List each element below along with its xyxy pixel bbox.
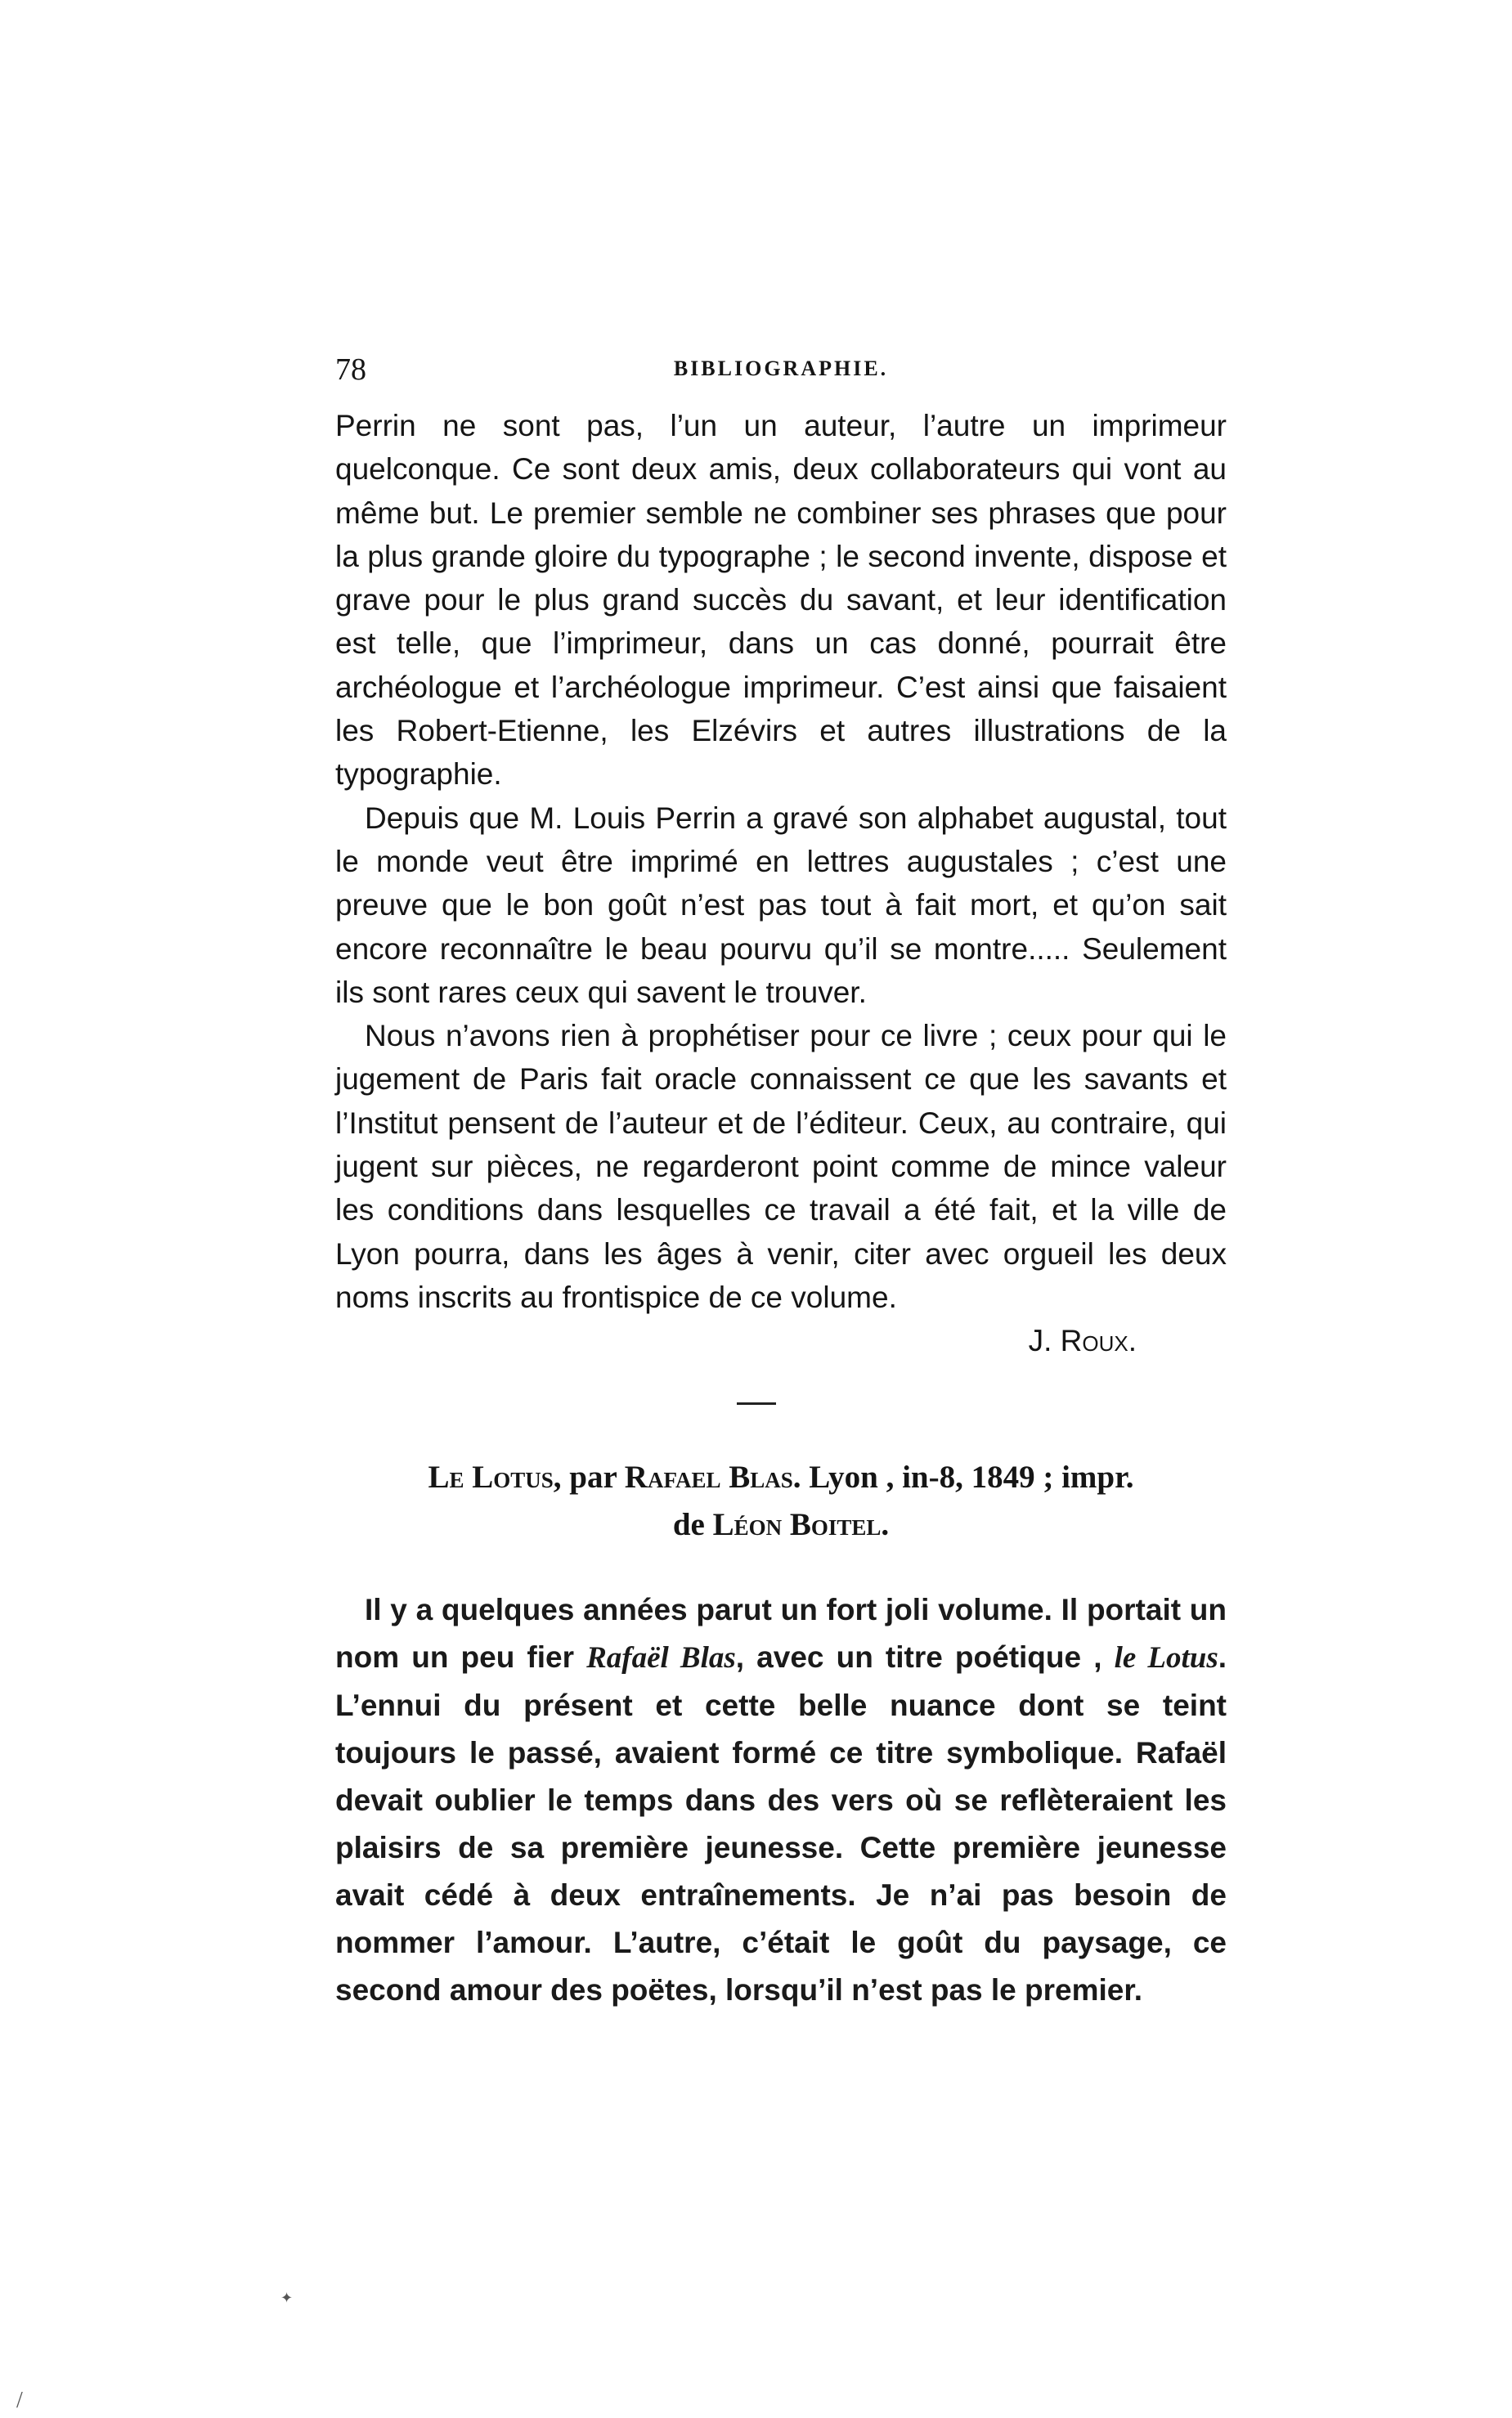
signature	[335, 1319, 1227, 1362]
book-page	[335, 352, 1227, 2014]
speck-mark: ✦	[280, 2290, 294, 2306]
heading-line-2	[335, 1501, 1227, 1549]
by-word: par	[569, 1459, 617, 1495]
book-title: Le Lotus,	[428, 1459, 562, 1495]
text-run: , avec un titre poétique ,	[735, 1640, 1102, 1674]
running-title: BIBLIOGRAPHIE.	[673, 357, 889, 380]
heading-line-1	[335, 1454, 1227, 1501]
paragraph: Nous n’avons rien à prophétiser pour ce livre ; ceux pour qui le jugement de Paris fait oracle connaissent ce que les savants et l’Institut pensent de l’auteur et de l’éditeur. Ceux, au contraire, qui jugent sur pièces, ne regarderont point comme de mince valeur les conditions dans lesquelles ce travail a été fait, et la ville de Lyon pourra, dans les âges à venir, citer avec orgueil les deux noms inscrits au frontispice de ce volume.	[335, 1019, 1227, 1314]
page-header	[335, 352, 1227, 404]
signature-initial: J.	[1028, 1324, 1052, 1358]
corner-mark: /	[16, 2388, 23, 2413]
text-run: Il y a quelques années parut un fort joli volume. Il portait un nom un peu fier	[335, 1592, 1227, 1674]
book-author: Rafael Blas.	[624, 1459, 801, 1495]
paragraph: Depuis que M. Louis Perrin a gravé son alphabet augustal, tout le monde veut être imprimé en lettres augustales ; c’est une preuve que le bon goût n’est pas tout à fait mort, et qu’on sait encore reconnaître le beau pourvu qu’il se montre..... Seulement ils sont rares ceux qui savent le trouver.	[335, 801, 1227, 1009]
section-divider	[737, 1402, 776, 1405]
italic-run: Rafaël Blas	[586, 1640, 736, 1675]
article-heading	[335, 1454, 1227, 1549]
text-run: . L’ennui du présent et cette belle nuance dont se teint toujours le passé, avaient formé ce titre symbolique. Rafaël devait oublier le temps dans des vers où se reflèteraient les plaisirs de sa première jeunesse. Cette première jeunesse avait cédé à deux entraînements. Je n’ai pas besoin de nommer l’amour. L’autre, c’était le goût du paysage, ce second amour des poëtes, lorsqu’il n’est pas le premier.	[335, 1640, 1227, 2007]
signature-name: Roux.	[1060, 1324, 1137, 1358]
paragraph	[335, 1586, 1227, 2014]
publication-details: Lyon , in-8, 1849 ; impr.	[809, 1459, 1134, 1495]
italic-run: le Lotus	[1114, 1640, 1218, 1675]
page-number: 78	[335, 352, 366, 387]
paragraph: Perrin ne sont pas, l’un un auteur, l’autre un imprimeur quelconque. Ce sont deux amis, deux collaborateurs qui vont au même but. Le premier semble ne combiner ses phrases que pour la plus grande gloire du typographe ; le second invente, dispose et grave pour le plus grand succès du savant, et leur identification est telle, que l’imprimeur, dans un cas donné, pourrait être archéologue et l’archéologue imprimeur. C’est ainsi que faisaient les Robert-Etienne, les Elzévirs et autres illustrations de la typographie.	[335, 409, 1227, 792]
article-lotus	[335, 1586, 1227, 2014]
printer-name: Léon Boitel.	[712, 1506, 890, 1542]
article-roux	[335, 404, 1227, 1363]
printer-prefix: de	[672, 1506, 705, 1542]
